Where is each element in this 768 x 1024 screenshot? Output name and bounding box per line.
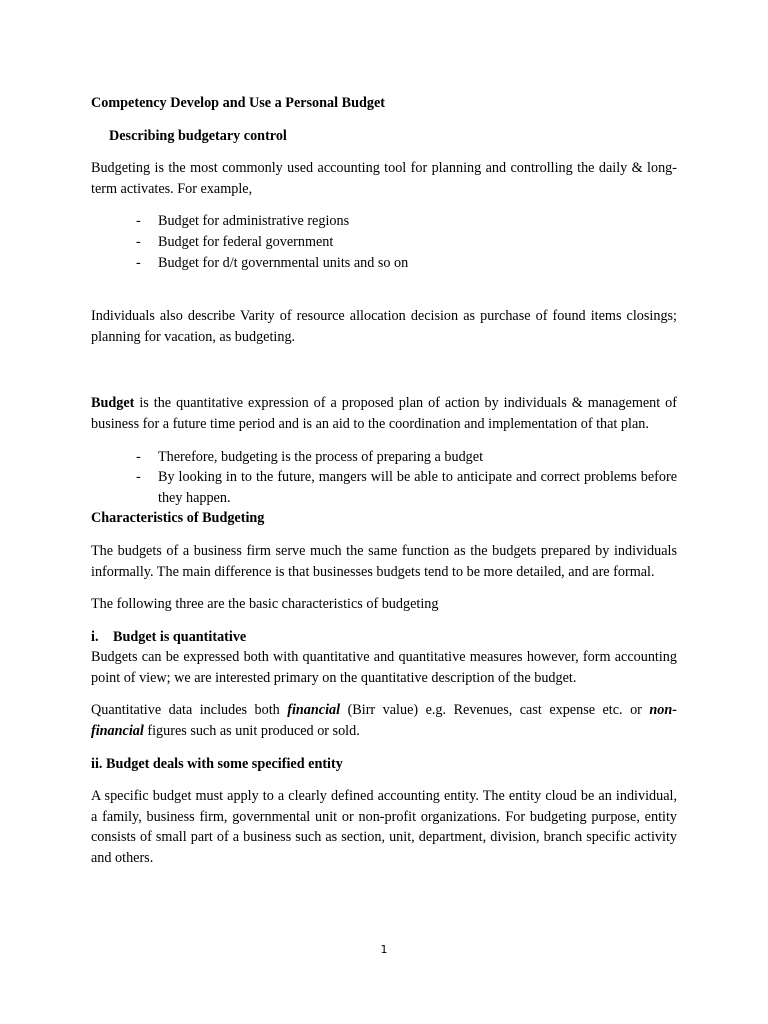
section-2-heading: ii. Budget deals with some specified entity — [91, 755, 343, 772]
list-item: - Budget for administrative regions — [136, 213, 350, 230]
budget-term: Budget — [91, 395, 135, 412]
budget-points-list — [91, 447, 677, 509]
section-subtitle: Describing budgetary control — [109, 127, 287, 144]
section-1-heading: i. Budget is quantitative — [91, 628, 247, 645]
characteristics-heading: Characteristics of Budgeting — [91, 510, 265, 527]
spacer — [91, 273, 677, 306]
individuals-paragraph: Individuals also describe Varity of resource allocation decision as purchase of found items closings; planning for vacation, as budgeting. — [91, 308, 677, 345]
quantitative-data-paragraph: Quantitative data includes both financial (Birr value) e.g. Revenues, cast expense etc. or non-financial figures such as unit produced or sold. — [91, 702, 677, 740]
three-characteristics-paragraph: The following three are the basic characteristics of budgeting — [91, 596, 439, 613]
list-item: - Therefore, budgeting is the process of preparing a budget — [136, 448, 484, 465]
document-title: Competency Develop and Use a Personal Budget — [91, 95, 385, 111]
financial-term: financial — [287, 702, 341, 719]
spacer — [91, 347, 677, 393]
list-item: - Budget for d/t governmental units and so on — [136, 254, 409, 271]
intro-paragraph: Budgeting is the most commonly used accounting tool for planning and controlling the daily & long-term activates. For example, — [91, 160, 677, 197]
page-number: 1 — [380, 943, 388, 956]
section-1-paragraph: Budgets can be expressed both with quantitative and quantitative measures however, form accounting point of view; we are interested primary on the quantitative description of the budget. — [91, 649, 677, 686]
list-item: - Budget for federal government — [136, 233, 334, 250]
list-item: - By looking in to the future, mangers will be able to anticipate and correct problems before they happen. — [136, 469, 677, 506]
budget-definition-paragraph: Budget is the quantitative expression of a proposed plan of action by individuals & management of business for a future time period and is an aid to the coordination and implementation of that plan. — [91, 395, 677, 432]
characteristics-paragraph: The budgets of a business firm serve much the same function as the budgets prepared by individuals informally. The main difference is that businesses budgets tend to be more detailed, and are formal. — [91, 542, 677, 580]
section-2-paragraph: A specific budget must apply to a clearly defined accounting entity. The entity cloud be an individual, a family, business firm, governmental unit or non-profit organizations. For budgeting purpose, entity consists of small part of a business such as section, unit, department, division, branch specific activity and others. — [91, 788, 677, 867]
examples-list — [91, 211, 677, 273]
document-body — [91, 93, 677, 869]
non-financial-term: non-financial — [91, 702, 677, 740]
